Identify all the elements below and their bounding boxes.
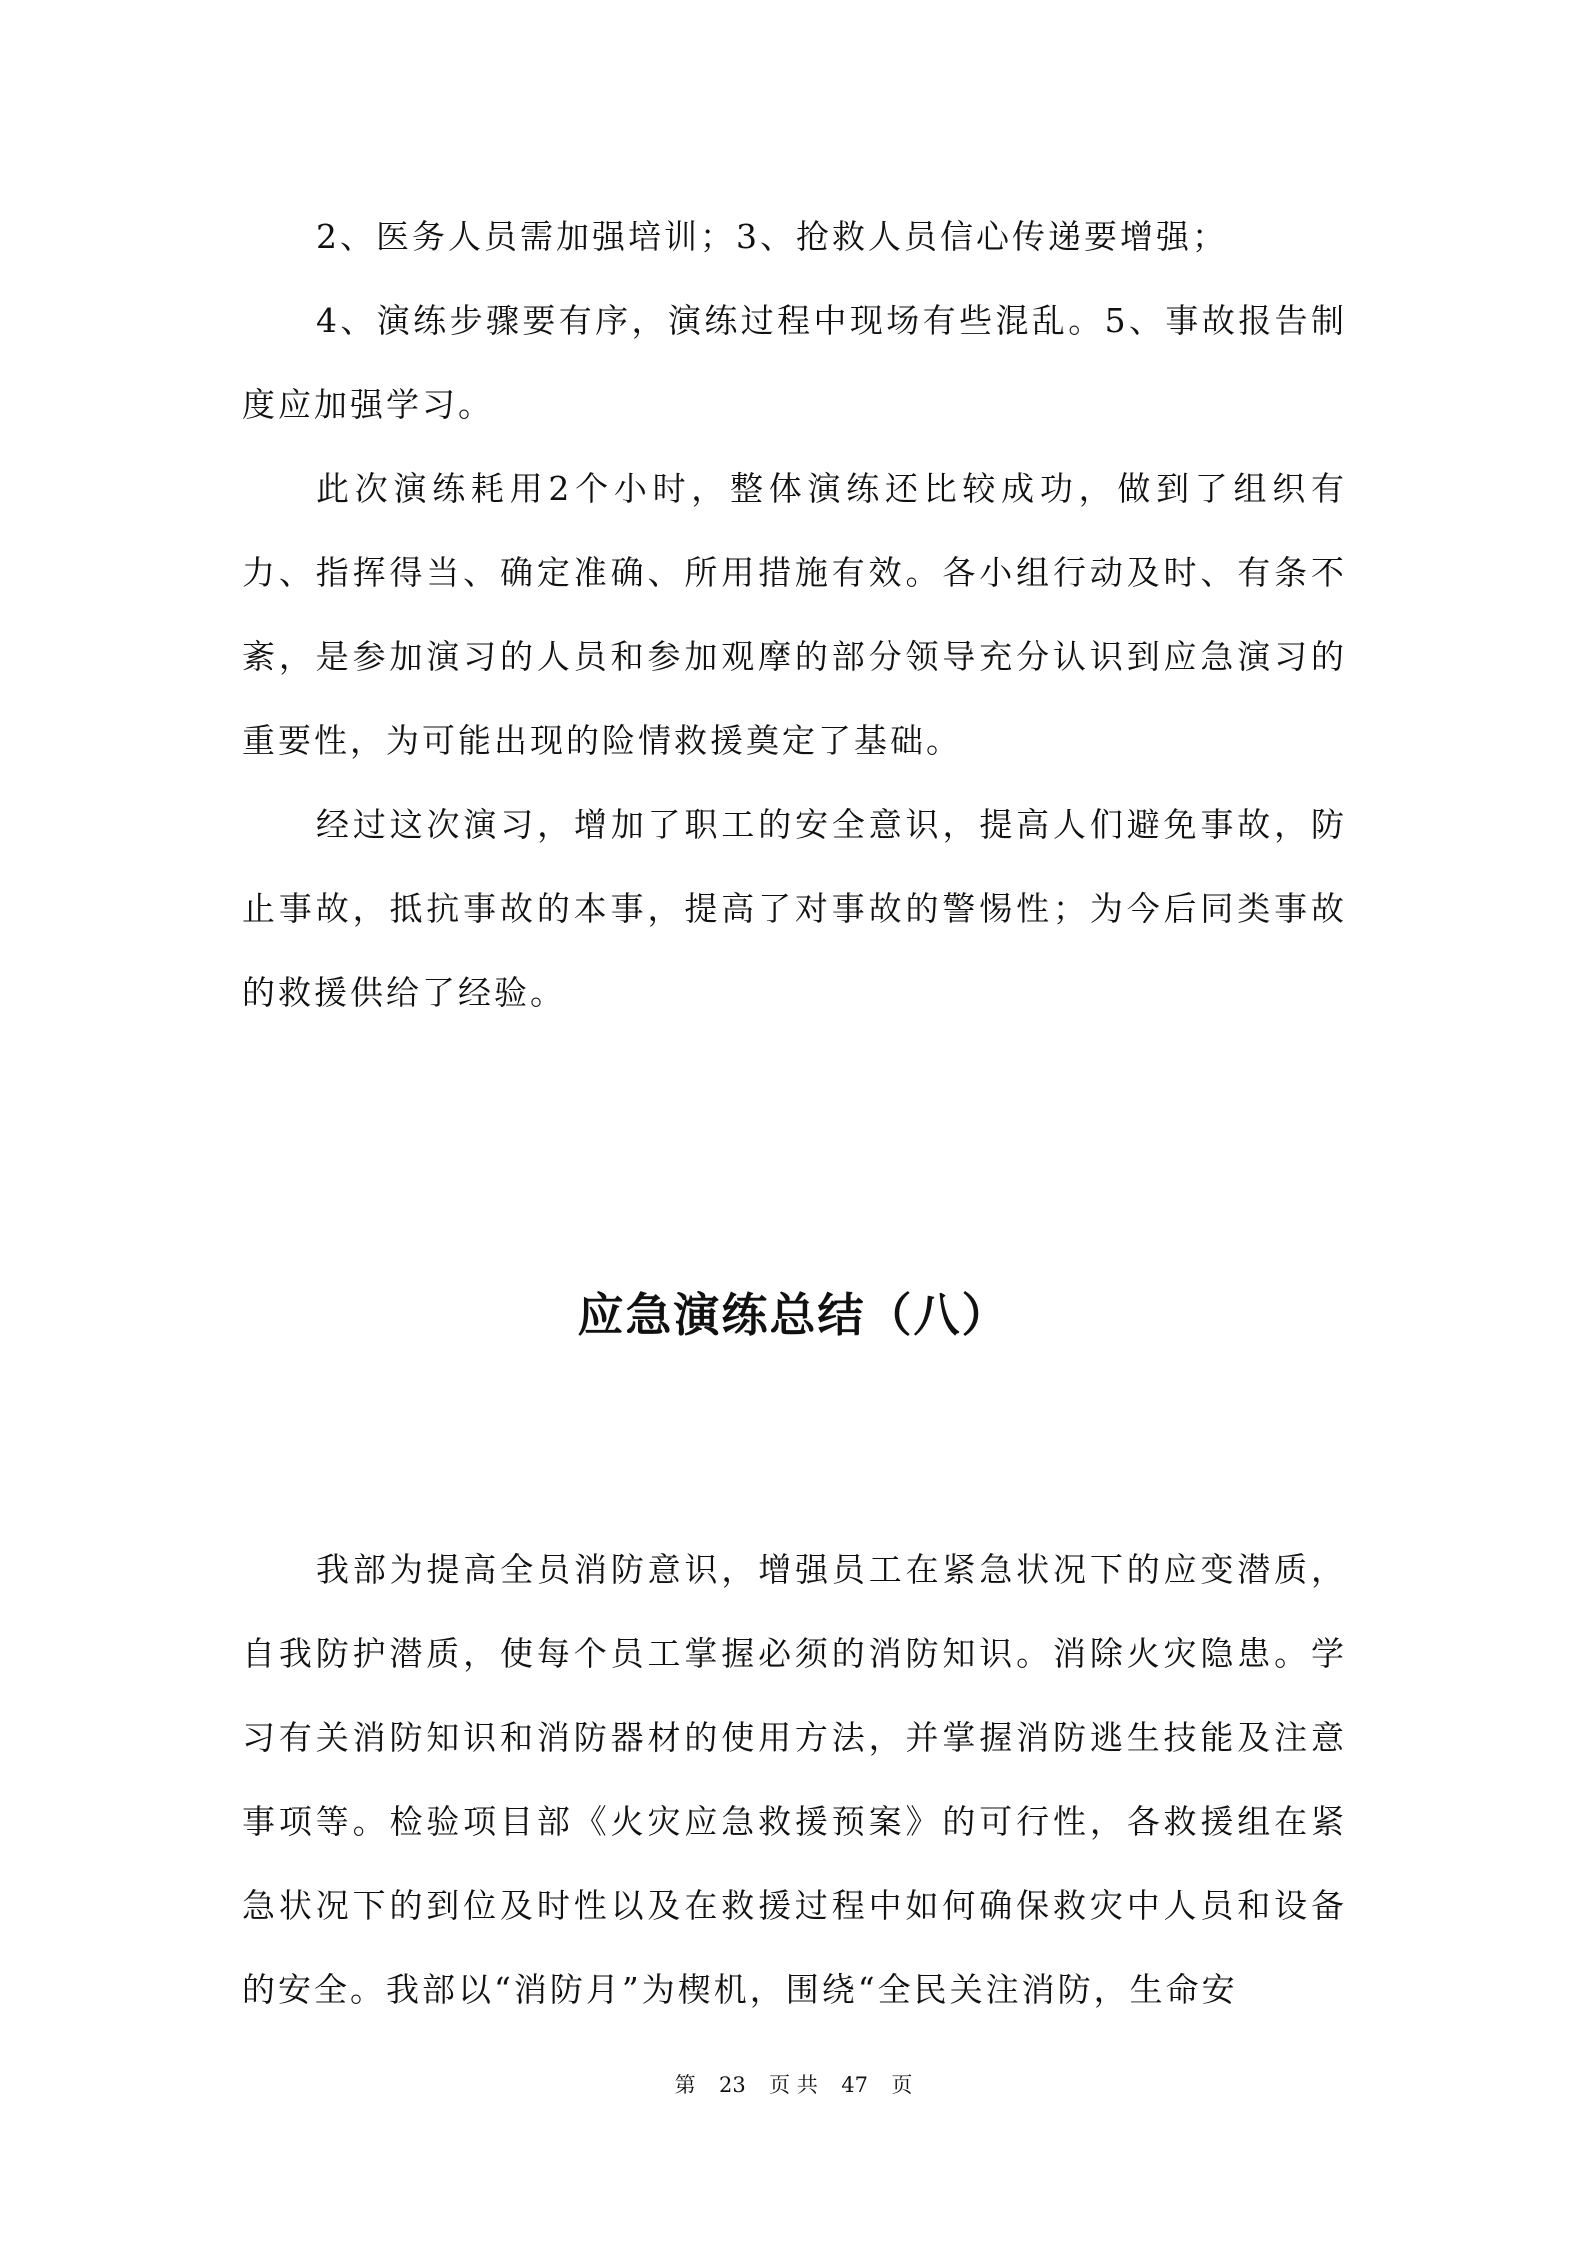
paragraph: 2、医务人员需加强培训；3、抢救人员信心传递要增强； — [316, 217, 1228, 256]
footer-prefix: 第 — [674, 2073, 696, 2097]
section-heading: 应急演练总结（八） — [577, 1288, 1010, 1342]
paragraph: 此次演练耗用2个小时，整体演练还比较成功，做到了组织有力、指挥得当、确定准确、所用措施有效。各小组行动及时、有条不紊，是参加演习的人员和参加观摩的部分领导充分认识到应急演习的重要性，为可能出现的险情救援奠定了基础。 — [242, 469, 1347, 760]
paragraph: 4、演练步骤要有序，演练过程中现场有些混乱。5、事故报告制度应加强学习。 — [242, 301, 1347, 424]
paragraph: 经过这次演习，增加了职工的安全意识，提高人们避免事故，防止事故，抵抗事故的本事，提高了对事故的警惕性；为今后同类事故的救援供给了经验。 — [242, 805, 1347, 1012]
page-footer — [0, 2070, 1587, 2100]
body-text-upper — [242, 195, 1347, 1035]
footer-middle: 页 共 — [769, 2073, 818, 2097]
paragraph: 我部为提高全员消防意识，增强员工在紧急状况下的应变潜质，自我防护潜质，使每个员工掌握必须的消防知识。消除火灾隐患。学习有关消防知识和消防器材的使用方法，并掌握消防逃生技能及注意事项等。检验项目部《火灾应急救援预案》的可行性，各救援组在紧急状况下的到位及时性以及在救援过程中如何确保救灾中人员和设备的安全。我部以“消防月”为楔机，围绕“全民关注消防，生命安 — [242, 1550, 1347, 2009]
total-pages-number: 47 — [841, 2073, 868, 2097]
footer-suffix: 页 — [891, 2073, 913, 2097]
body-text-lower — [242, 1528, 1347, 2032]
current-page-number: 23 — [719, 2073, 746, 2097]
